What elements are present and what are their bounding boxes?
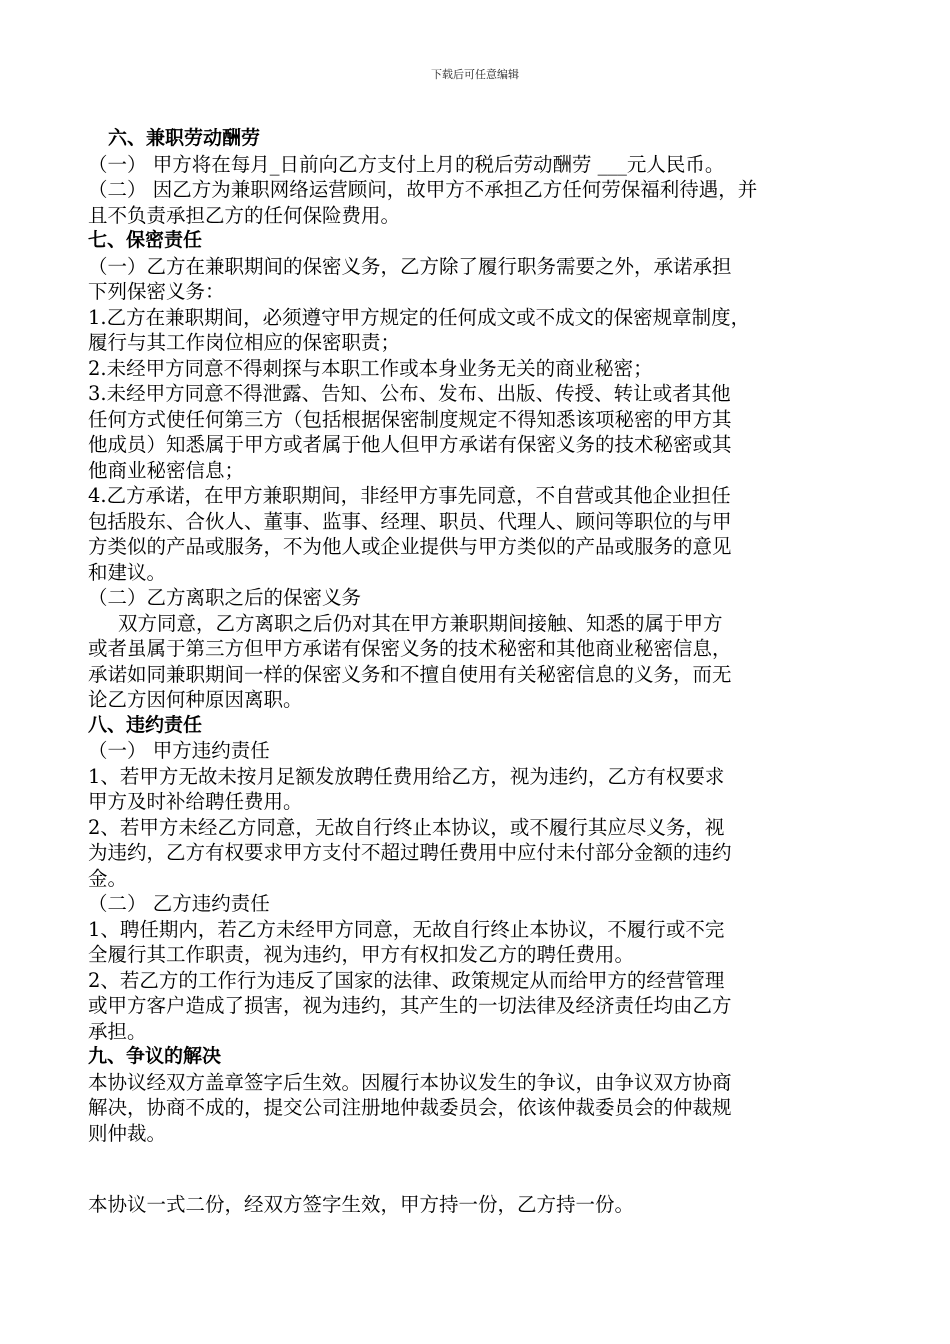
text-line: 解决，协商不成的，提交公司注册地仲裁委员会，依该仲裁委员会的仲裁规 xyxy=(88,1096,732,1119)
text-line: 2、若乙方的工作行为违反了国家的法律、政策规定从而给甲方的经营管理 xyxy=(88,968,725,992)
text-line: 金。 xyxy=(88,866,128,890)
text-line: 包括股东、合伙人、董事、监事、经理、职员、代理人、顾问等职位的与甲 xyxy=(88,509,732,533)
text-line: 1、若甲方无故未按月足额发放聘任费用给乙方，视为违约，乙方有权要求 xyxy=(88,764,725,788)
spacer xyxy=(88,1146,868,1192)
text-line: （二） 因乙方为兼职网络运营顾问，故甲方不承担乙方任何劳保福利待遇，并 xyxy=(88,178,758,201)
text-line: 或者虽属于第三方但甲方承诺有保密义务的技术秘密和其他商业秘密信息， xyxy=(88,637,732,660)
text-line: 承诺如同兼职期间一样的保密义务和不擅自使用有关秘密信息的义务，而无 xyxy=(88,662,732,686)
text-line: 双方同意，乙方离职之后仍对其在甲方兼职期间接触、知悉的属于甲方 xyxy=(118,611,723,635)
text-line: 3.未经甲方同意不得泄露、告知、公布、发布、出版、传授、转让或者其他 xyxy=(88,382,731,405)
text-line: 本协议经双方盖章签字后生效。因履行本协议发生的争议，由争议双方协商 xyxy=(88,1070,732,1094)
text-line: （二）乙方离职之后的保密义务 xyxy=(88,586,362,609)
text-line: 下列保密义务： xyxy=(88,280,225,303)
text-line: （一）乙方在兼职期间的保密义务，乙方除了履行职务需要之外，承诺承担 xyxy=(88,254,732,278)
text-line: 全履行其工作职责，视为违约，甲方有权扣发乙方的聘任费用。 xyxy=(88,943,635,966)
text-line: 甲方及时补给聘任费用。 xyxy=(88,790,303,813)
text-line: （二） 乙方违约责任 xyxy=(88,892,270,915)
text-line: 任何方式使任何第三方（包括根据保密制度规定不得知悉该项秘密的甲方其 xyxy=(88,407,732,431)
text-line: 则仲裁。 xyxy=(88,1121,167,1145)
section-heading: 九、争议的解决 xyxy=(88,1045,222,1067)
text-line: 方类似的产品或服务，不为他人或企业提供与甲方类似的产品或服务的意见 xyxy=(88,535,732,558)
text-line: （一） 甲方违约责任 xyxy=(88,739,270,762)
section-heading: 八、违约责任 xyxy=(88,713,203,736)
text-line: 或甲方客户造成了损害，视为违约，其产生的一切法律及经济责任均由乙方 xyxy=(88,994,732,1017)
section-heading: 六、兼职劳动酬劳 xyxy=(108,127,261,149)
text-line: 履行与其工作岗位相应的保密职责； xyxy=(88,331,401,354)
text-line: 他商业秘密信息； xyxy=(88,458,245,482)
text-line: 4.乙方承诺，在甲方兼职期间，非经甲方事先同意，不自营或其他企业担任 xyxy=(88,484,731,507)
section-heading: 七、保密责任 xyxy=(88,229,203,251)
text-line: （一） 甲方将在每月_日前向乙方支付上月的税后劳动酬劳 ___元人民币。 xyxy=(88,152,725,176)
text-line: 1.乙方在兼职期间，必须遵守甲方规定的任何成文或不成文的保密规章制度， xyxy=(88,305,751,329)
document-body xyxy=(88,126,868,1218)
text-line: 他成员）知悉属于甲方或者属于他人但甲方承诺有保密义务的技术秘密或其 xyxy=(88,433,732,456)
text-line: 2、若甲方未经乙方同意，无故自行终止本协议，或不履行其应尽义务，视 xyxy=(88,815,725,839)
text-line: 和建议。 xyxy=(88,560,167,584)
text-line: 本协议一式二份，经双方签字生效，甲方持一份，乙方持一份。 xyxy=(88,1193,635,1216)
text-line: 1、聘任期内，若乙方未经甲方同意，无故自行终止本协议，不履行或不完 xyxy=(88,917,725,941)
text-line: 2.未经甲方同意不得刺探与本职工作或本身业务无关的商业秘密； xyxy=(88,356,653,380)
text-line: 为违约，乙方有权要求甲方支付不超过聘任费用中应付未付部分金额的违约 xyxy=(88,841,732,864)
text-line: 且不负责承担乙方的任何保险费用。 xyxy=(88,203,401,227)
text-line: 论乙方因何种原因离职。 xyxy=(88,688,303,711)
page-header: 下载后可任意编辑 xyxy=(431,68,519,81)
text-line: 承担。 xyxy=(88,1019,147,1043)
